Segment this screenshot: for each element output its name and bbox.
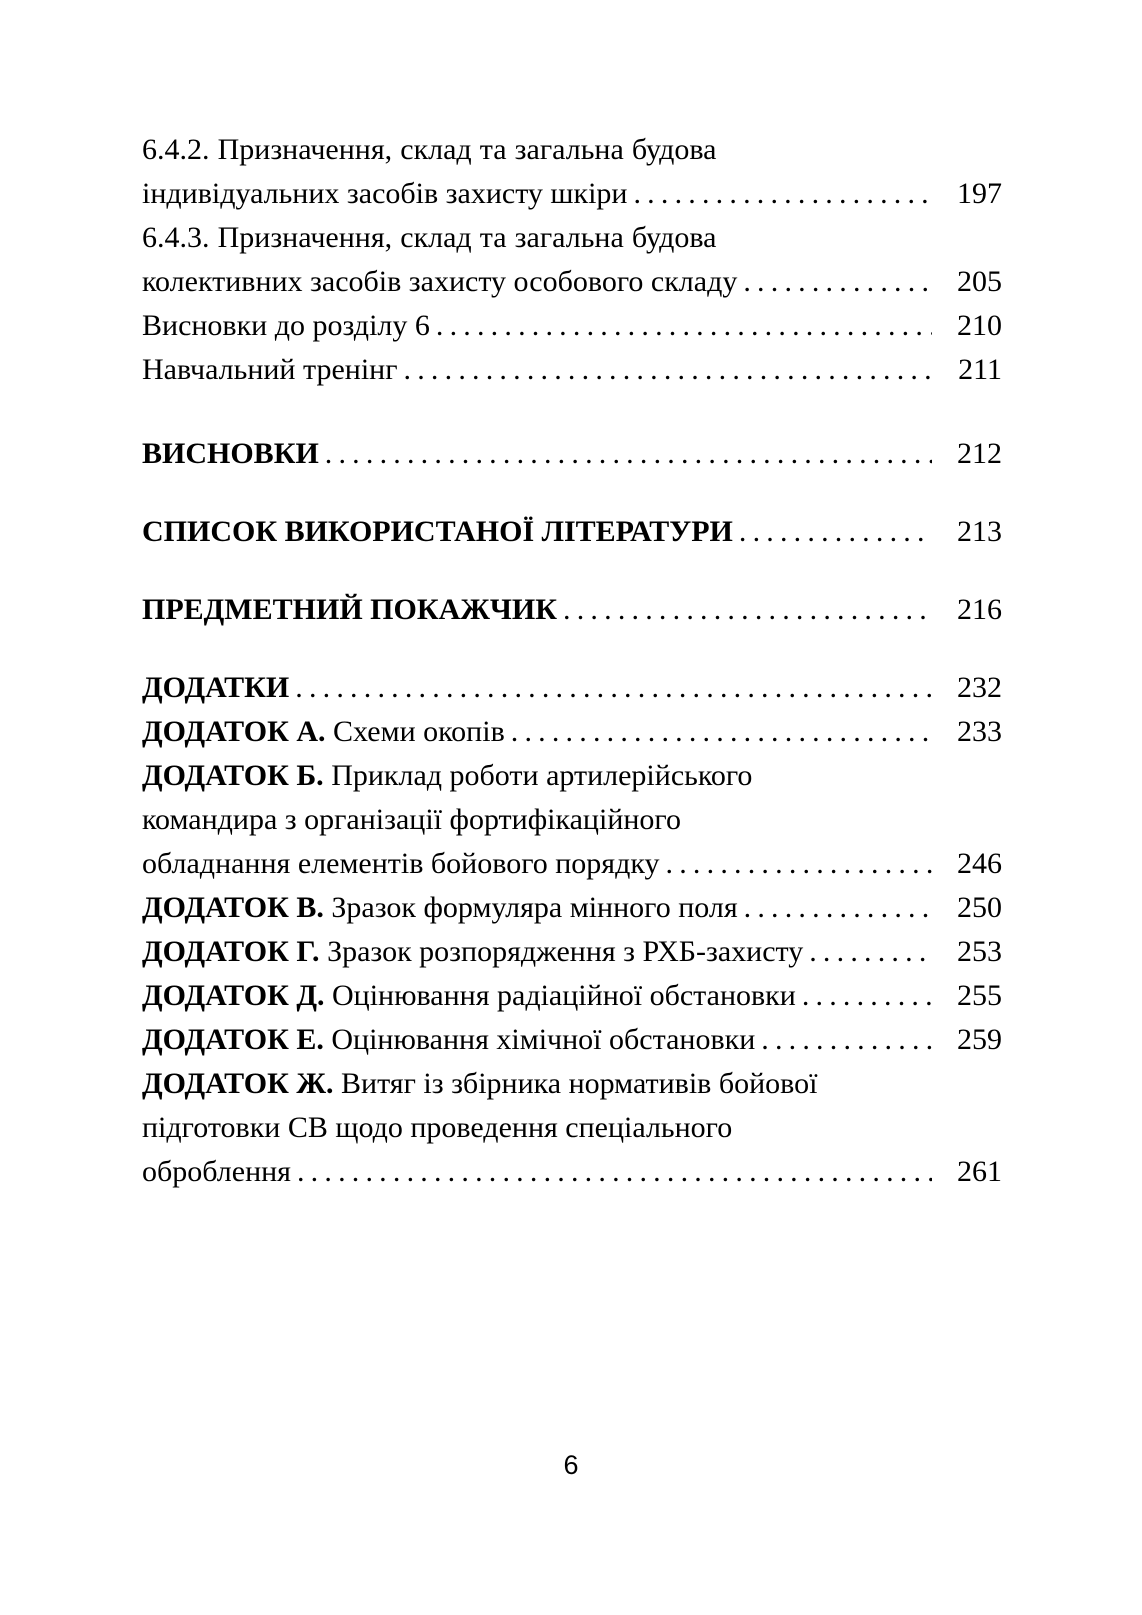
leader-dots — [436, 304, 932, 348]
toc-entry-line — [142, 1018, 1002, 1062]
leader-dots — [761, 1018, 932, 1062]
toc-entry-appendix-b[interactable] — [142, 754, 1002, 886]
toc-entry-appendix-g[interactable] — [142, 930, 1002, 974]
toc-entry-appendix-e[interactable] — [142, 1018, 1002, 1062]
toc-entry-subject-index[interactable] — [142, 588, 1002, 632]
toc-page-number: 261 — [957, 1155, 1002, 1188]
toc-entry-appendices[interactable] — [142, 666, 1002, 710]
leader-dots — [633, 172, 932, 216]
leader-dots — [295, 666, 932, 710]
appendix-prefix: ДОДАТОК Г. — [142, 935, 320, 968]
toc-page-number: 212 — [957, 437, 1002, 470]
toc-entry-line-3 — [142, 842, 1002, 886]
toc-entry-line — [142, 930, 1002, 974]
appendix-b-wrap-line-1 — [142, 754, 842, 798]
toc-entry-line-1: 6.4.2. Призначення, склад та загальна будова — [142, 133, 717, 166]
appendix-prefix: ДОДАТОК В. — [142, 891, 324, 924]
toc-entry-line — [142, 304, 1002, 348]
toc-entry-references[interactable] — [142, 510, 1002, 554]
appendix-prefix: ДОДАТОК А. — [142, 715, 326, 748]
leader-dots — [743, 260, 932, 304]
leader-dots — [563, 588, 932, 632]
toc-entry-line — [142, 588, 1002, 632]
toc-entry-line-3 — [142, 1150, 1002, 1194]
toc-entry-label: Навчальний тренінг — [142, 353, 398, 386]
appendix-title: Схеми окопів — [333, 715, 505, 748]
appendix-title-part-1: Витяг із збірника нормативів бойової — [341, 1067, 818, 1100]
appendix-title: Оцінювання хімічної обстановки — [331, 1023, 756, 1056]
section-spacer — [142, 632, 1002, 666]
toc-page-number: 213 — [957, 515, 1002, 548]
toc-entry-label: СПИСОК ВИКОРИСТАНОЇ ЛІТЕРАТУРИ — [142, 515, 733, 548]
toc-page-number: 197 — [957, 177, 1002, 210]
toc-entry-6-4-3[interactable] — [142, 216, 1002, 304]
toc-entry-conclusions-ch6[interactable] — [142, 304, 1002, 348]
toc-entry-line — [142, 886, 1002, 930]
leader-dots — [666, 842, 932, 886]
toc-page-number: 259 — [957, 1023, 1002, 1056]
toc-entry-line-1 — [142, 754, 842, 798]
toc-entry-label: ВИСНОВКИ — [142, 437, 319, 470]
toc-page-number: 246 — [957, 847, 1002, 880]
toc-page-number: 232 — [957, 671, 1002, 704]
toc-entry-line — [142, 974, 1002, 1018]
toc-entry-line-2 — [142, 260, 1002, 304]
toc-entry-conclusions[interactable] — [142, 432, 1002, 476]
toc-entry-label: індивідуальних засобів захисту шкіри — [142, 177, 628, 210]
toc-entry-line-2: командира з організації фортифікаційного — [142, 803, 681, 836]
toc-entry-line-2: підготовки СВ щодо проведення спеціального — [142, 1111, 733, 1144]
appendix-prefix: ДОДАТОК Ж. — [142, 1067, 334, 1100]
toc-entry-appendix-d[interactable] — [142, 974, 1002, 1018]
appendix-zh-wrap-line-1 — [142, 1062, 932, 1106]
toc-entry-line-1 — [142, 1062, 932, 1106]
toc-entry-line — [142, 666, 1002, 710]
toc-entry-line-2 — [142, 172, 1002, 216]
toc-entry-line — [142, 710, 1002, 754]
leader-dots — [744, 886, 932, 930]
toc-entry-label-group — [142, 886, 738, 930]
toc-entry-label-group — [142, 974, 796, 1018]
toc-entry-label-group — [142, 710, 505, 754]
table-of-contents — [142, 128, 1002, 1194]
toc-entry-label: ДОДАТКИ — [142, 671, 290, 704]
leader-dots — [802, 974, 932, 1018]
toc-entry-line — [142, 432, 1002, 476]
toc-entry-training[interactable] — [142, 348, 1002, 392]
leader-dots — [404, 348, 932, 392]
appendix-b-wrap-line-2 — [142, 798, 832, 842]
section-spacer — [142, 392, 1002, 432]
toc-entry-label-group — [142, 930, 803, 974]
leader-dots — [297, 1150, 932, 1194]
toc-entry-label: оброблення — [142, 1155, 291, 1188]
toc-entry-appendix-zh[interactable] — [142, 1062, 1002, 1194]
toc-entry-label: колективних засобів захисту особового складу — [142, 265, 738, 298]
toc-entry-label-group — [142, 1018, 755, 1062]
page-footer — [0, 1449, 1142, 1481]
toc-entry-appendix-a[interactable] — [142, 710, 1002, 754]
leader-dots — [325, 432, 932, 476]
footer-page-number: 6 — [563, 1450, 579, 1480]
leader-dots — [511, 710, 932, 754]
toc-entry-label: Висновки до розділу 6 — [142, 309, 430, 342]
appendix-prefix: ДОДАТОК Д. — [142, 979, 325, 1012]
toc-entry-appendix-v[interactable] — [142, 886, 1002, 930]
leader-dots — [739, 510, 932, 554]
toc-page-number: 255 — [957, 979, 1002, 1012]
section-spacer — [142, 476, 1002, 510]
appendix-title-part-1: Приклад роботи артилерійського — [331, 759, 753, 792]
appendix-zh-wrap-line-2 — [142, 1106, 864, 1150]
toc-entry-label: ПРЕДМЕТНИЙ ПОКАЖЧИК — [142, 593, 558, 626]
appendix-prefix: ДОДАТОК Е. — [142, 1023, 324, 1056]
toc-page-number: 205 — [957, 265, 1002, 298]
toc-page-number: 211 — [958, 353, 1002, 386]
toc-page-number: 216 — [957, 593, 1002, 626]
toc-page-number: 233 — [957, 715, 1002, 748]
toc-entry-6-4-2[interactable] — [142, 128, 1002, 216]
toc-entry-line — [142, 348, 1002, 392]
appendix-title: Зразок формуляра мінного поля — [331, 891, 738, 924]
section-spacer — [142, 554, 1002, 588]
appendix-title: Зразок розпорядження з РХБ-захисту — [327, 935, 804, 968]
appendix-title: Оцінювання радіаційної обстановки — [332, 979, 796, 1012]
toc-entry-line — [142, 510, 1002, 554]
leader-dots — [809, 930, 932, 974]
toc-page-number: 250 — [957, 891, 1002, 924]
appendix-prefix: ДОДАТОК Б. — [142, 759, 324, 792]
toc-entry-line-1: 6.4.3. Призначення, склад та загальна будова — [142, 221, 717, 254]
toc-entry-label: обладнання елементів бойового порядку — [142, 847, 660, 880]
toc-page-number: 253 — [957, 935, 1002, 968]
toc-page-number: 210 — [957, 309, 1002, 342]
